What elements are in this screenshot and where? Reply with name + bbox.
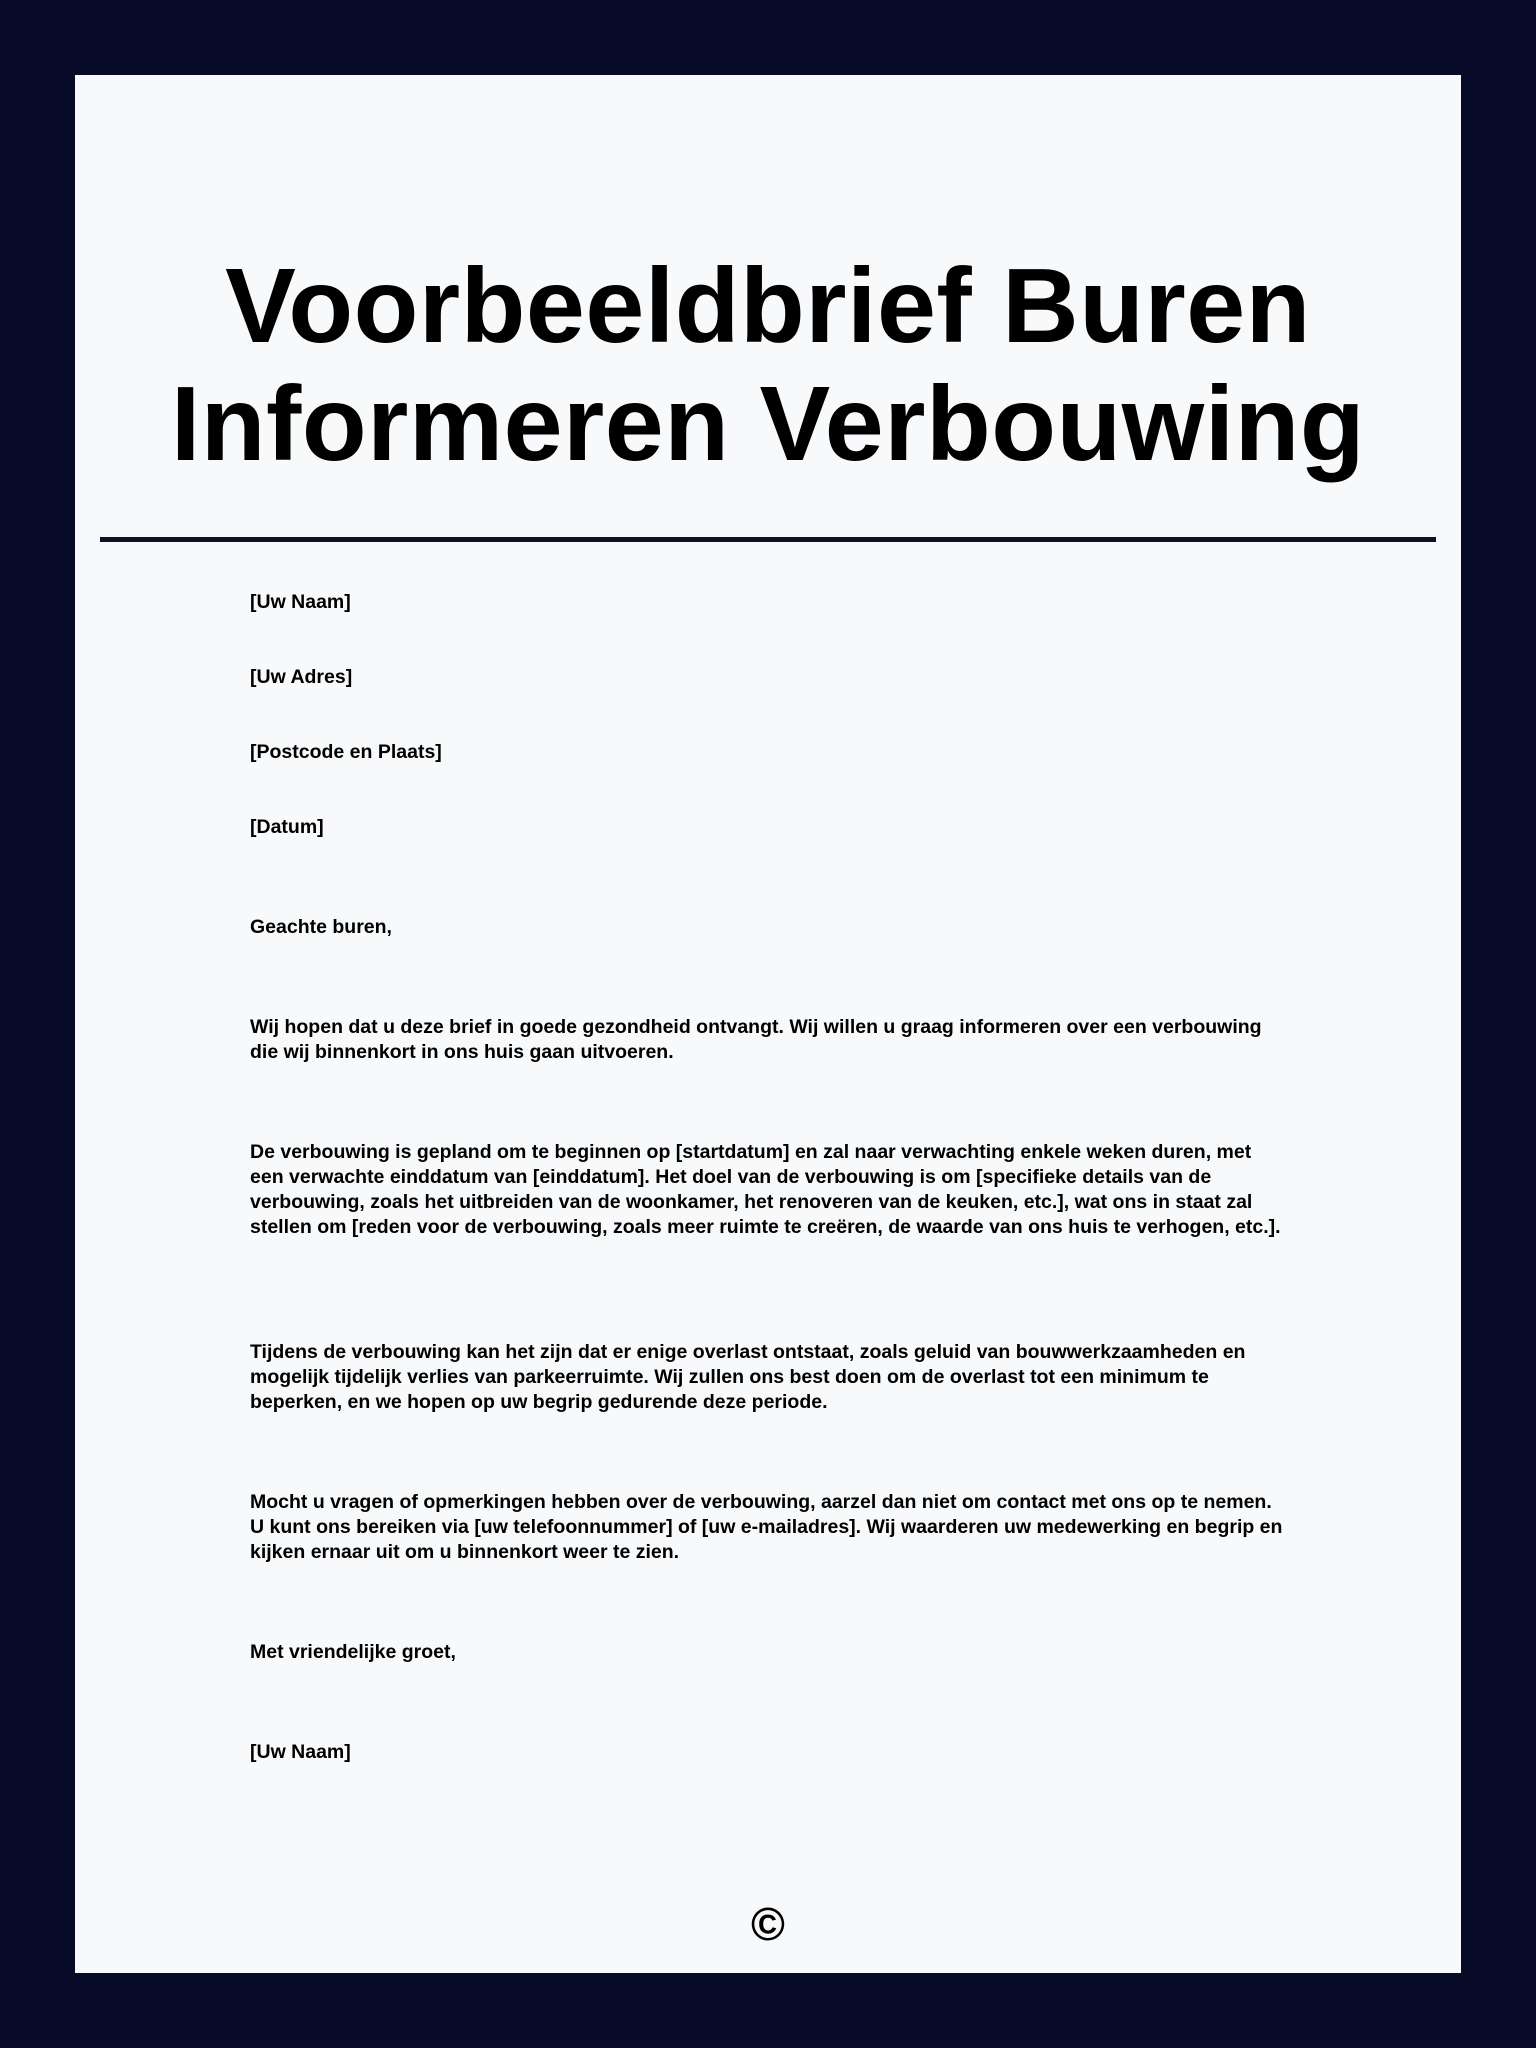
paragraph-planning: De verbouwing is gepland om te beginnen op [startdatum] en zal naar verwachting enkele weken duren, met een verwachte einddatum van [einddatum]. Het doel van de verbouwing is om [specifieke details van de verbouwing, zoals het uitbreiden van de woonkamer, het renoveren van de keuken, etc.], wat ons in staat zal stellen om [reden voor de verbouwing, zoals meer ruimte te creëren, de waarde van ons huis te verhogen, etc.]. [250,1141,1281,1238]
letter-date: [Datum] [250,816,324,838]
sender-postal-city: [Postcode en Plaats] [250,741,442,763]
closing: Met vriendelijke groet, [250,1641,456,1663]
sender-address: [Uw Adres] [250,666,353,688]
letter-page [75,75,1461,1973]
signature-name: [Uw Naam] [250,1741,351,1763]
sender-name: [Uw Naam] [250,591,351,613]
title-divider [100,537,1436,542]
copyright-icon: © [751,1898,785,1950]
page-title: Voorbeeldbrief Buren Informeren Verbouwing [170,247,1366,483]
paragraph-intro: Wij hopen dat u deze brief in goede gezondheid ontvangt. Wij willen u graag informeren over een verbouwing die wij binnenkort in ons huis gaan uitvoeren. [250,1016,1262,1063]
paragraph-contact: Mocht u vragen of opmerkingen hebben over de verbouwing, aarzel dan niet om contact met ons op te nemen. U kunt ons bereiken via [uw telefoonnummer] of [uw e-mailadres]. Wij waarderen uw medewerking en begrip en kijken ernaar uit om u binnenkort weer te zien. [250,1491,1283,1563]
salutation: Geachte buren, [250,916,392,938]
paragraph-nuisance: Tijdens de verbouwing kan het zijn dat er enige overlast ontstaat, zoals geluid van bouwwerkzaamheden en mogelijk tijdelijk verlies van parkeerruimte. Wij zullen ons best doen om de overlast tot een minimum te beperken, en we hopen op uw begrip gedurende deze periode. [250,1341,1246,1413]
